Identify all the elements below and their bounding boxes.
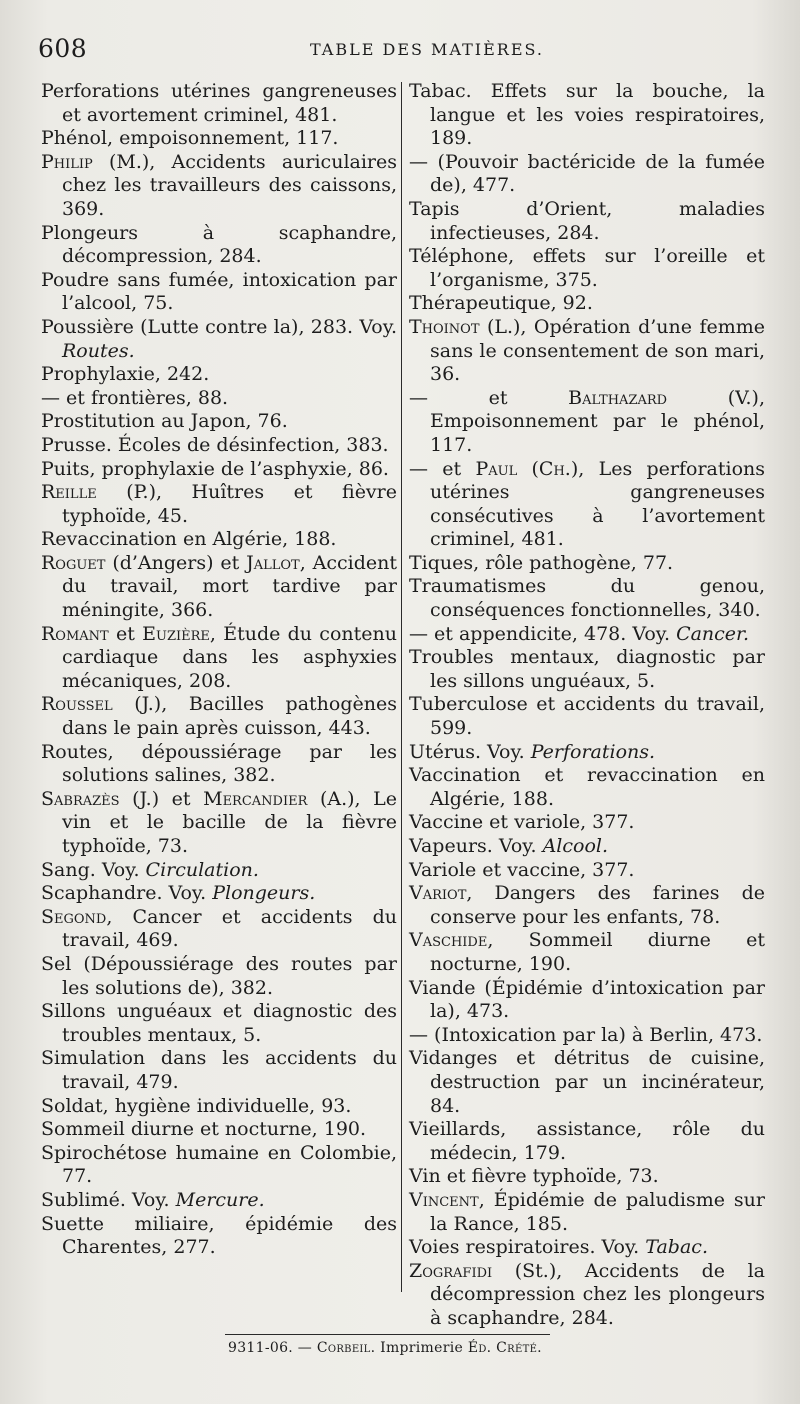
entry-text: Plongeurs à scaphandre, décompression, 284. [41,221,397,268]
author-name: Vaschide [409,929,488,952]
index-entry [409,1260,765,1331]
entry-text: ), Les perforations utérines gangreneuses consécutives à l’avortement criminel, 481. [430,457,765,551]
index-entry [409,646,765,693]
entry-text: Tabac. Effets sur la bouche, la langue et les voies respiratoires, 189. [409,80,765,150]
author-name: Balthazard [568,386,668,409]
index-entry [41,434,397,458]
author-name: Romant [41,622,109,645]
entry-text: , Sommeil diurne et nocturne, 190. [430,929,765,975]
index-entry [41,363,397,387]
entry-text: Vaccine et variole, 377. [409,811,635,834]
index-entry [409,764,765,811]
cross-reference: Circulation. [145,858,259,881]
index-entry [409,575,765,622]
index-entry [41,1047,397,1094]
index-column-left [41,80,397,1260]
index-entry [409,693,765,740]
entry-text: (M.), Accidents auriculaires chez les travailleurs des caissons, 369. [62,150,397,220]
entry-text: Troubles mentaux, diagnostic par les sillons unguéaux, 5. [409,646,765,692]
entry-text: Thérapeutique, 92. [409,292,593,315]
author-name: Variot [409,882,467,905]
index-entry [409,458,765,552]
index-entry [41,528,397,552]
entry-text: Routes, dépoussiérage par les solutions salines, 382. [41,740,397,787]
entry-text: Vapeurs. Voy. [409,835,543,857]
entry-text: Tapis d’Orient, maladies infectieuses, 284. [409,197,765,244]
author-name: Sabrazès [41,787,120,810]
entry-text: Imprimerie [375,1340,468,1356]
entry-text: ( [517,457,539,480]
entry-text: (J.) et [119,787,204,810]
entry-text: , Dangers des farines de conserve pour les enfants, 78. [430,882,765,928]
index-entry [41,1095,397,1119]
entry-text: Prostitution au Japon, 76. [41,410,288,433]
entry-text: Vin et fièvre typhoïde, 73. [409,1165,659,1188]
entry-text: Sang. Voy. [41,858,146,881]
index-entry [41,151,397,222]
index-entry [41,410,397,434]
index-entry [41,693,397,740]
entry-text: Vidanges et détritus de cuisine, destruction par un incinérateur, 84. [409,1047,765,1117]
entry-text: Scaphandre. Voy. [41,882,213,905]
index-entry [41,623,397,694]
index-column-right [409,80,765,1330]
index-entry [41,269,397,316]
entry-text: — et [409,386,569,409]
index-entry [41,552,397,623]
entry-text: Sel (Dépoussiérage des routes par les solutions de), 382. [41,952,397,999]
entry-text: 9311-06. — [228,1340,317,1356]
entry-text: Poudre sans fumée, intoxication par l’alcool, 75. [41,268,397,315]
entry-text: , Accident du travail, mort tardive par méningite, 366. [62,551,397,622]
author-name: Vincent [409,1188,479,1211]
index-entry [409,882,765,929]
index-entry [409,151,765,198]
entry-text: (St.), Accidents de la décompression chez les plongeurs à scaphandre, 284. [430,1259,765,1329]
author-name: Roguet [41,551,106,574]
index-entry [409,1189,765,1236]
entry-text: Tiques, rôle pathogène, 77. [409,551,674,574]
index-entry [41,1189,397,1213]
entry-text: Suette miliaire, épidémie des Charentes, 277. [41,1212,397,1259]
entry-text: , Cancer et accidents du travail, 469. [62,905,397,952]
index-entry [41,1000,397,1047]
index-entry [41,316,397,363]
entry-text: Simulation dans les accidents du travail, 479. [41,1047,397,1093]
author-name: Mercandier [203,787,308,810]
entry-text: Poussière (Lutte contre la), 283. Voy. [41,315,397,338]
entry-text: Traumatismes du genou, conséquences fonctionnelles, 340. [409,575,765,622]
cross-reference: Plongeurs. [212,882,316,905]
index-entry [41,222,397,269]
index-entry [409,387,765,458]
index-entry [409,1118,765,1165]
entry-text: Utérus. Voy. [409,740,531,763]
index-entry [41,906,397,953]
index-entry [41,859,397,883]
author-name: Ch. [538,457,571,480]
index-entry [409,811,765,835]
index-entry [409,1165,765,1189]
index-entry [41,481,397,528]
index-entry [41,741,397,788]
cross-reference: Perforations. [530,740,656,763]
entry-text: Phénol, empoisonnement, 117. [41,127,339,150]
entry-text: (P.), Huîtres et fièvre typhoïde, 45. [62,481,397,527]
entry-text: Sublimé. Voy. [41,1188,176,1211]
running-title: TABLE DES MATIÈRES. [310,40,544,59]
index-entry [41,1118,397,1142]
author-name: Paul [475,457,518,480]
entry-text: — et appendicite, 478. Voy. [409,622,677,645]
cross-reference: Cancer. [676,622,750,645]
index-entry [409,977,765,1024]
index-entry [409,245,765,292]
entry-text: Perforations utérines gangreneuses et avortement criminel, 481. [41,80,397,126]
index-entry [41,882,397,906]
index-entry [41,1213,397,1260]
entry-text: (L.), Opération d’une femme sans le consentement de son mari, 36. [430,315,765,386]
entry-text: Viande (Épidémie d’intoxication par la), 473. [409,976,765,1023]
column-divider [401,82,402,1292]
author-name: Corbeil. [316,1340,376,1356]
index-entry [41,387,397,411]
index-entry [409,1236,765,1260]
index-entry [409,292,765,316]
entry-text: Puits, prophylaxie de l’asphyxie, 86. [41,457,389,480]
cross-reference: Mercure. [175,1188,265,1211]
index-entry [409,552,765,576]
entry-text: — et [409,457,476,480]
entry-text: Voies respiratoires. Voy. [409,1236,646,1259]
index-entry [409,1024,765,1048]
entry-text: Soldat, hygiène individuelle, 93. [41,1094,352,1117]
index-entry [41,788,397,859]
entry-text: Sommeil diurne et nocturne, 190. [41,1118,367,1141]
author-name: Reille [41,481,97,504]
author-name: Jallot [246,551,300,574]
cross-reference: Alcool. [542,835,609,857]
index-entry [409,835,765,859]
entry-text: — et frontières, 88. [41,386,229,409]
index-entry [41,80,397,127]
entry-text: , Étude du contenu cardiaque dans les asphyxies mécaniques, 208. [62,622,397,692]
page-number: 608 [38,34,88,63]
author-name: Zografidi [409,1259,493,1282]
author-name: Thoinot [409,315,480,338]
entry-text: — (Pouvoir bactéricide de la fumée de), 477. [409,150,765,197]
index-entry [409,623,765,647]
entry-text: Variole et vaccine, 377. [409,858,635,881]
printer-imprint [228,1340,588,1356]
index-entry [41,1142,397,1189]
cross-reference: Tabac. [645,1236,708,1259]
index-entry [409,741,765,765]
index-entry [41,458,397,482]
entry-text: , Épidémie de paludisme sur la Rance, 185. [430,1188,765,1235]
entry-text: et [108,622,143,645]
index-entry [409,80,765,151]
entry-text: Tuberculose et accidents du travail, 599. [409,693,765,740]
author-name: Roussel [41,693,113,716]
index-entry [409,316,765,387]
author-name: Éd. Crété. [467,1340,542,1356]
entry-text: Revaccination en Algérie, 188. [41,528,337,551]
entry-text: Prophylaxie, 242. [41,363,210,386]
entry-text: Téléphone, effets sur l’oreille et l’organisme, 375. [409,245,765,291]
entry-text: Vaccination et revaccination en Algérie, 188. [409,764,765,810]
entry-text: (d’Angers) et [105,551,247,574]
cross-reference: Routes. [62,339,135,362]
author-name: Segond [41,905,107,928]
index-entry [409,859,765,883]
index-entry [41,127,397,151]
entry-text: Prusse. Écoles de désinfection, 383. [41,433,389,456]
entry-text: Vieillards, assistance, rôle du médecin, 179. [409,1118,765,1164]
entry-text: — (Intoxication par la) à Berlin, 473. [409,1023,763,1046]
index-entry [409,929,765,976]
author-name: Euzière [142,622,210,645]
index-entry [409,1047,765,1118]
index-entry [41,953,397,1000]
author-name: Philip [41,150,93,173]
entry-text: (J.), Bacilles pathogènes dans le pain après cuisson, 443. [62,693,397,740]
footer-divider [225,1334,550,1335]
entry-text: (A.), Le vin et le bacille de la fièvre typhoïde, 73. [62,787,397,857]
entry-text: Sillons unguéaux et diagnostic des troubles mentaux, 5. [41,1000,397,1046]
page-header [38,34,758,68]
index-entry [409,198,765,245]
entry-text: Spirochétose humaine en Colombie, 77. [41,1141,397,1188]
entry-text: (V.), Empoisonnement par le phénol, 117. [430,386,765,456]
